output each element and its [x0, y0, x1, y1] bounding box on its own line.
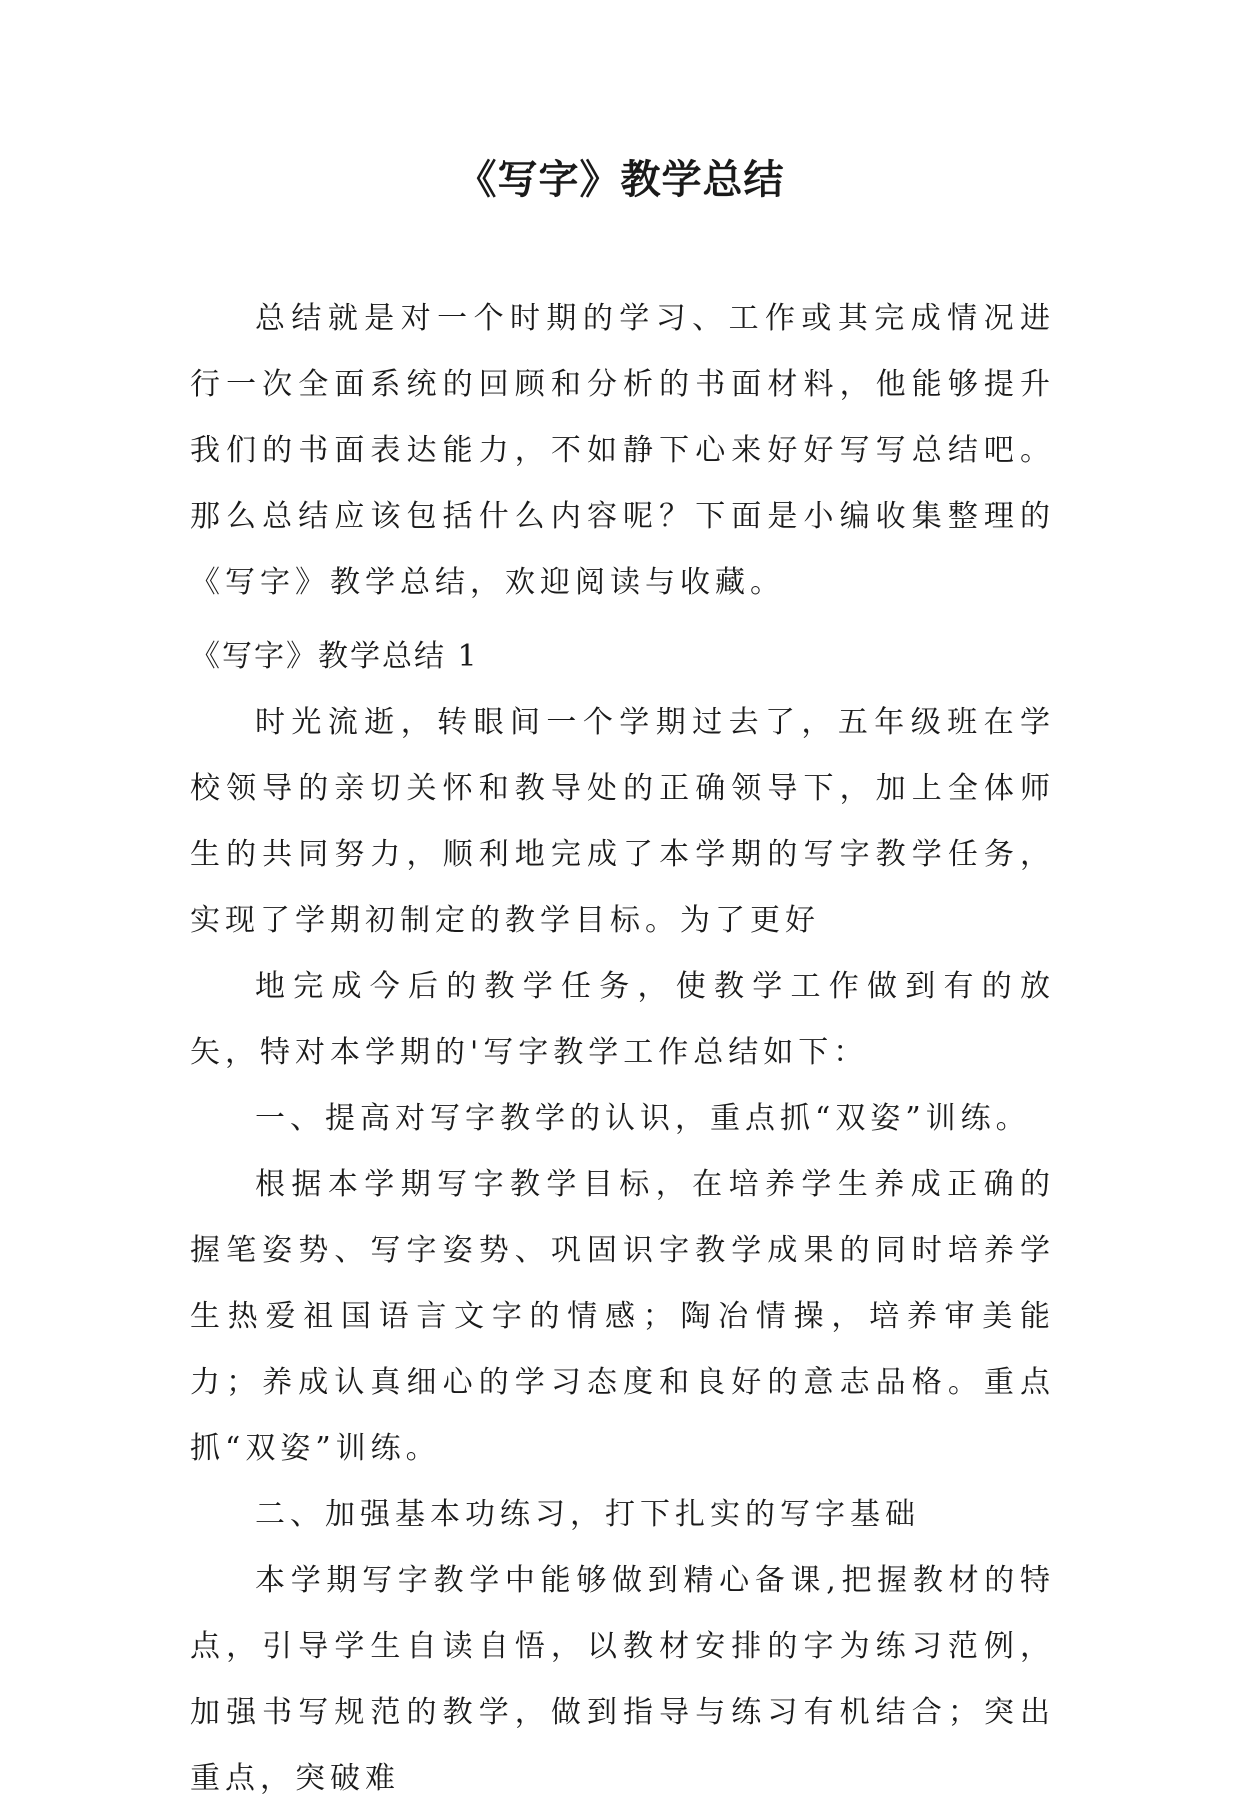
paragraph: 时光流逝，转眼间一个学期过去了，五年级班在学校领导的亲切关怀和教导处的正确领导下，加上全体师生的共同努力，顺利地完成了本学期的写字教学任务，实现了学期初制定的教学目标。为了更好	[190, 705, 1055, 938]
subheading-2: 二、加强基本功练习，打下扎实的写字基础	[255, 1497, 920, 1532]
paragraph: 地完成今后的教学任务，使教学工作做到有的放矢，特对本学期的'写字教学工作总结如下：	[190, 969, 1055, 1070]
paragraph: 根据本学期写字教学目标，在培养学生养成正确的握笔姿势、写字姿势、巩固识字教学成果的同时培养学生热爱祖国语言文字的情感；陶冶情操，培养审美能力；养成认真细心的学习态度和良好的意志品格。重点抓“双姿”训练。	[190, 1167, 1055, 1466]
intro-paragraph: 总结就是对一个时期的学习、工作或其完成情况进行一次全面系统的回顾和分析的书面材料，他能够提升我们的书面表达能力，不如静下心来好好写写总结吧。那么总结应该包括什么内容呢？下面是小编收集整理的《写字》教学总结，欢迎阅读与收藏。	[190, 301, 1055, 600]
section-1	[190, 624, 1055, 1812]
section-heading: 《写字》教学总结 1	[190, 639, 479, 674]
paragraph: 本学期写字教学中能够做到精心备课,把握教材的特点，引导学生自读自悟，以教材安排的字为练习范例，加强书写规范的教学，做到指导与练习有机结合；突出重点，突破难	[190, 1563, 1055, 1796]
subheading-1: 一、提高对写字教学的认识，重点抓“双姿”训练。	[255, 1101, 1031, 1136]
document-title: 《写字》教学总结	[456, 157, 785, 203]
